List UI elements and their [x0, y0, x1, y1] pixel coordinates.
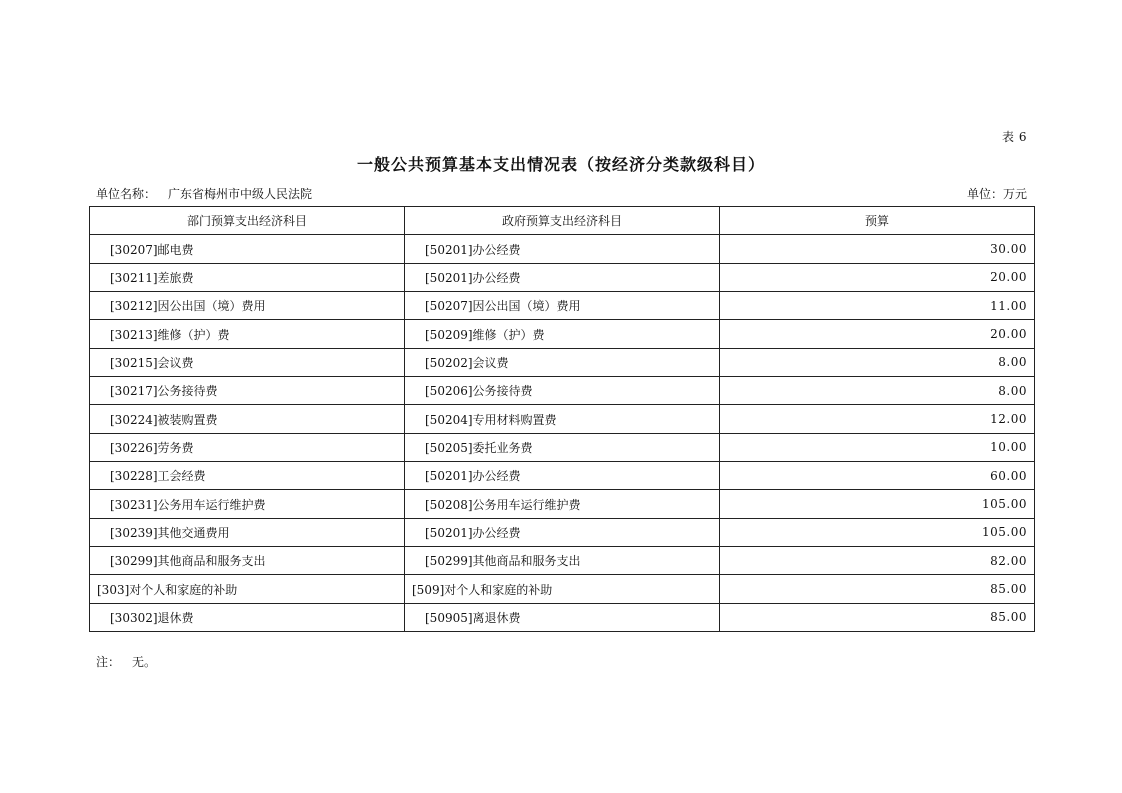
gov-subject-cell: [50201]办公经费	[405, 518, 720, 546]
budget-cell: 105.00	[720, 518, 1035, 546]
dept-subject-cell: [30226]劳务费	[90, 433, 405, 461]
footnote-value: 无。	[132, 655, 157, 669]
page-title: 一般公共预算基本支出情况表（按经济分类款级科目）	[356, 155, 765, 174]
budget-cell: 8.00	[720, 377, 1035, 405]
table-row	[90, 490, 1035, 518]
dept-subject-cell: [30231]公务用车运行维护费	[90, 490, 405, 518]
table-row	[90, 235, 1035, 263]
dept-subject-cell: [30302]退休费	[90, 603, 405, 631]
gov-subject-cell: [50207]因公出国（境）费用	[405, 292, 720, 320]
budget-cell: 10.00	[720, 433, 1035, 461]
footnote-label: 注：	[96, 655, 121, 669]
table-row	[90, 433, 1035, 461]
gov-subject-cell: [50209]维修（护）费	[405, 320, 720, 348]
dept-subject-cell: [30211]差旅费	[90, 263, 405, 291]
dept-subject-cell: [303]对个人和家庭的补助	[90, 575, 405, 603]
budget-cell: 8.00	[720, 348, 1035, 376]
header-budget: 预算	[720, 207, 1035, 235]
table-row	[90, 263, 1035, 291]
budget-cell: 20.00	[720, 263, 1035, 291]
gov-subject-cell: [50201]办公经费	[405, 263, 720, 291]
budget-cell: 105.00	[720, 490, 1035, 518]
table-body	[90, 235, 1035, 632]
expenditure-table	[89, 206, 1035, 632]
footnote	[96, 653, 156, 670]
gov-subject-cell: [50299]其他商品和服务支出	[405, 547, 720, 575]
table-header-row	[90, 207, 1035, 235]
budget-cell: 85.00	[720, 575, 1035, 603]
unit-name	[96, 185, 312, 202]
dept-subject-cell: [30215]会议费	[90, 348, 405, 376]
table-row	[90, 377, 1035, 405]
table-number: 表 6	[1002, 130, 1027, 144]
budget-cell: 20.00	[720, 320, 1035, 348]
dept-subject-cell: [30207]邮电费	[90, 235, 405, 263]
header-dept-subject: 部门预算支出经济科目	[90, 207, 405, 235]
gov-subject-cell: [50205]委托业务费	[405, 433, 720, 461]
budget-cell: 82.00	[720, 547, 1035, 575]
table-row	[90, 547, 1035, 575]
table-row	[90, 603, 1035, 631]
table-row	[90, 518, 1035, 546]
gov-subject-cell: [50202]会议费	[405, 348, 720, 376]
amount-unit: 单位：万元	[966, 187, 1027, 201]
table-row	[90, 320, 1035, 348]
gov-subject-cell: [50208]公务用车运行维护费	[405, 490, 720, 518]
table-row	[90, 405, 1035, 433]
gov-subject-cell: [50206]公务接待费	[405, 377, 720, 405]
header-gov-subject: 政府预算支出经济科目	[405, 207, 720, 235]
table-row	[90, 462, 1035, 490]
unit-name-value: 广东省梅州市中级人民法院	[168, 187, 313, 201]
gov-subject-cell: [50905]离退休费	[405, 603, 720, 631]
unit-name-label: 单位名称：	[96, 187, 157, 201]
table-row	[90, 292, 1035, 320]
table-row	[90, 575, 1035, 603]
gov-subject-cell: [50201]办公经费	[405, 462, 720, 490]
dept-subject-cell: [30228]工会经费	[90, 462, 405, 490]
budget-cell: 60.00	[720, 462, 1035, 490]
budget-cell: 85.00	[720, 603, 1035, 631]
budget-cell: 30.00	[720, 235, 1035, 263]
table-row	[90, 348, 1035, 376]
dept-subject-cell: [30239]其他交通费用	[90, 518, 405, 546]
gov-subject-cell: [509]对个人和家庭的补助	[405, 575, 720, 603]
dept-subject-cell: [30217]公务接待费	[90, 377, 405, 405]
gov-subject-cell: [50201]办公经费	[405, 235, 720, 263]
budget-cell: 12.00	[720, 405, 1035, 433]
dept-subject-cell: [30299]其他商品和服务支出	[90, 547, 405, 575]
dept-subject-cell: [30224]被装购置费	[90, 405, 405, 433]
dept-subject-cell: [30212]因公出国（境）费用	[90, 292, 405, 320]
dept-subject-cell: [30213]维修（护）费	[90, 320, 405, 348]
budget-cell: 11.00	[720, 292, 1035, 320]
gov-subject-cell: [50204]专用材料购置费	[405, 405, 720, 433]
